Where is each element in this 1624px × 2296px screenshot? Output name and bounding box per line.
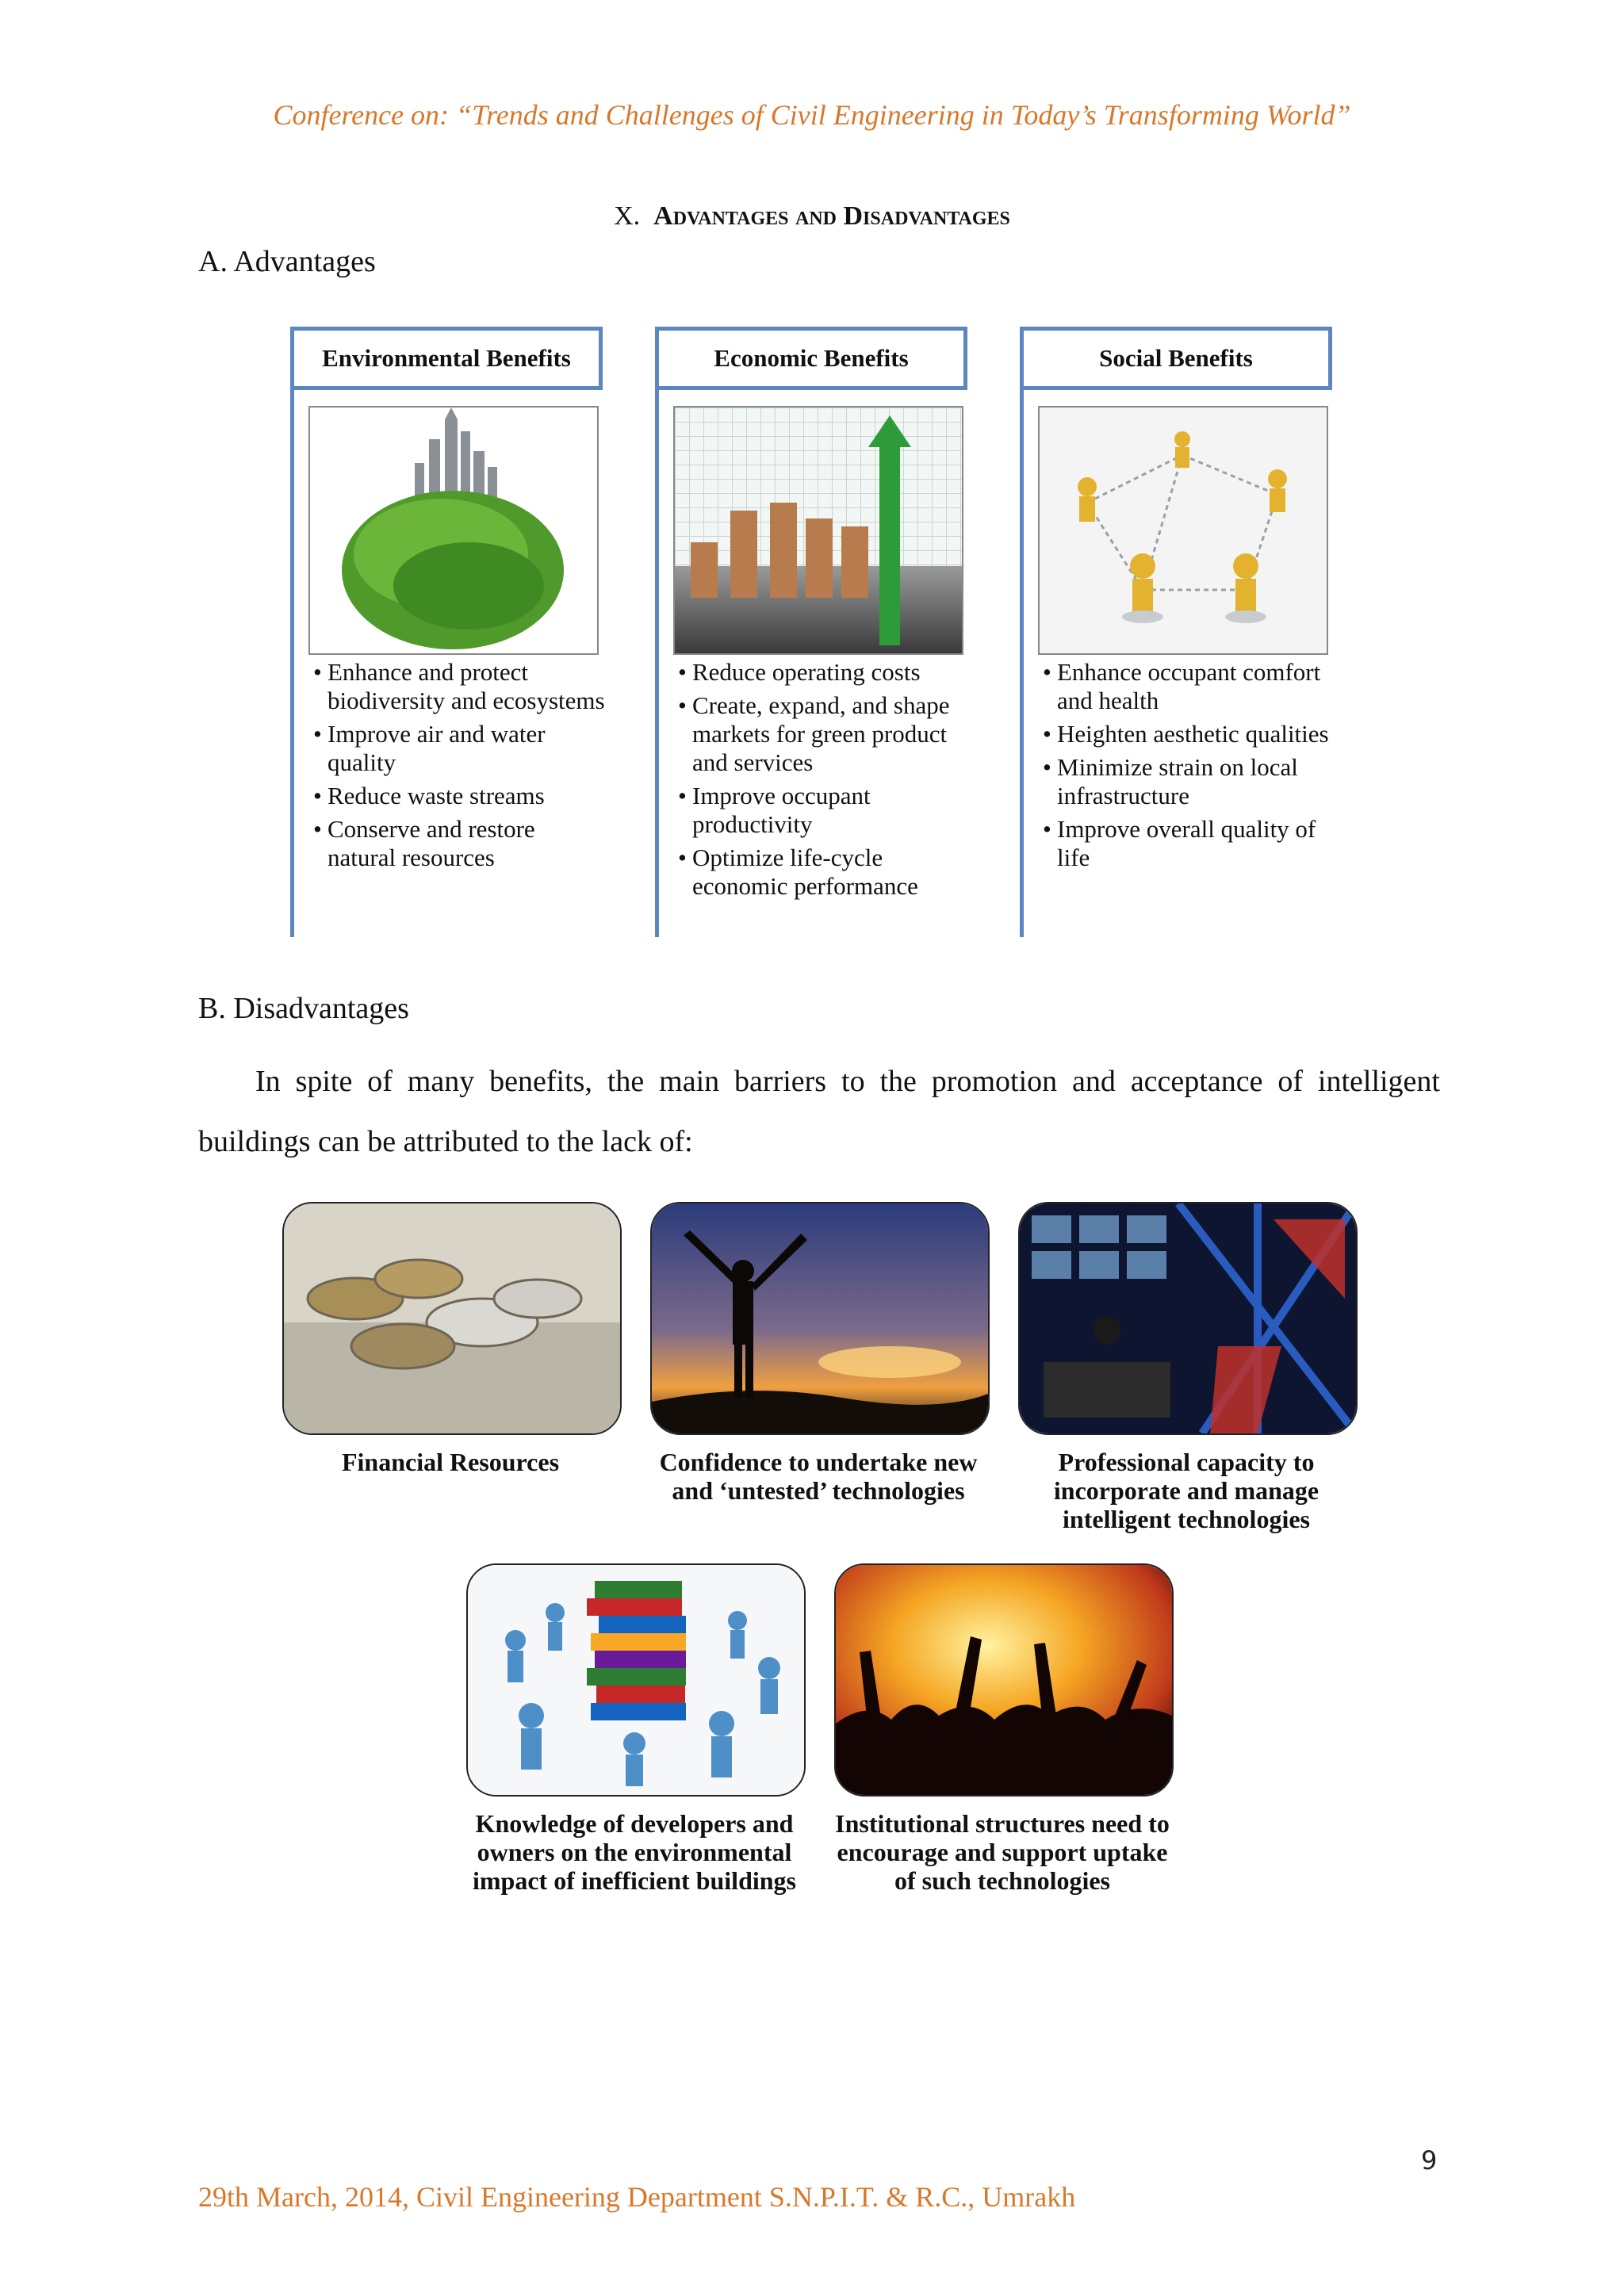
list-item: • Reduce waste streams bbox=[313, 782, 607, 810]
disadvantages-heading: B. Disadvantages bbox=[198, 992, 409, 1025]
list-item: • Minimize strain on local infrastructure bbox=[1043, 753, 1336, 810]
list-item: • Improve occupant productivity bbox=[678, 782, 971, 839]
benefit-column-economic bbox=[655, 327, 970, 937]
coin-stacks-growth-arrow-image bbox=[673, 406, 963, 655]
benefit-list bbox=[1043, 658, 1336, 877]
list-item: • Reduce operating costs bbox=[678, 658, 971, 687]
card-caption: Financial Resources bbox=[341, 1448, 560, 1476]
page-number: 9 bbox=[1421, 2145, 1438, 2175]
card-caption: Professional capacity to incorporate and manage intelligent technologies bbox=[1053, 1448, 1320, 1533]
list-item: • Optimize life-cycle economic performance bbox=[678, 844, 971, 901]
list-item: • Enhance and protect biodiversity and ecosystems bbox=[313, 658, 607, 715]
books-people-circle-image bbox=[466, 1563, 806, 1797]
people-network-image bbox=[1038, 406, 1328, 655]
disadvantages-paragraph: In spite of many benefits, the main barriers to the promotion and acceptance of intelligent buildings can be attributed to the lack of: bbox=[198, 1065, 1440, 1158]
list-item: • Improve air and water quality bbox=[313, 720, 607, 777]
section-number: X. bbox=[614, 201, 641, 231]
coins-money-image bbox=[282, 1202, 622, 1435]
concert-crowd-image bbox=[834, 1563, 1174, 1797]
list-item: • Heighten aesthetic qualities bbox=[1043, 720, 1336, 748]
card-caption: Confidence to undertake new and ‘untested’ technologies bbox=[659, 1448, 978, 1505]
benefit-list bbox=[678, 658, 971, 905]
control-room-image bbox=[1018, 1202, 1358, 1435]
running-header: Conference on: “Trends and Challenges of Civil Engineering in Today’s Transforming World” bbox=[273, 99, 1351, 131]
section-title-text: Advantages and Disadvantages bbox=[653, 201, 1010, 231]
column-title: Environmental Benefits bbox=[294, 327, 603, 390]
advantages-heading: A. Advantages bbox=[198, 245, 376, 278]
green-earth-city-image bbox=[308, 406, 599, 655]
column-title: Social Benefits bbox=[1024, 327, 1332, 390]
list-item: • Conserve and restore natural resources bbox=[313, 815, 607, 872]
column-title: Economic Benefits bbox=[659, 327, 967, 390]
sunset-silhouette-image bbox=[650, 1202, 990, 1435]
benefit-column-environmental bbox=[290, 327, 605, 937]
list-item: • Improve overall quality of life bbox=[1043, 815, 1336, 872]
card-caption: Institutional structures need to encourage and support uptake of such technologies bbox=[835, 1809, 1170, 1895]
running-footer: 29th March, 2014, Civil Engineering Department S.N.P.I.T. & R.C., Umrakh bbox=[198, 2181, 1076, 2213]
list-item: • Create, expand, and shape markets for green product and services bbox=[678, 691, 971, 777]
list-item: • Enhance occupant comfort and health bbox=[1043, 658, 1336, 715]
card-caption: Knowledge of developers and owners on the environmental impact of inefficient buildings bbox=[472, 1809, 796, 1895]
benefit-list bbox=[313, 658, 607, 877]
section-title bbox=[0, 201, 1624, 232]
benefit-column-social bbox=[1020, 327, 1335, 937]
